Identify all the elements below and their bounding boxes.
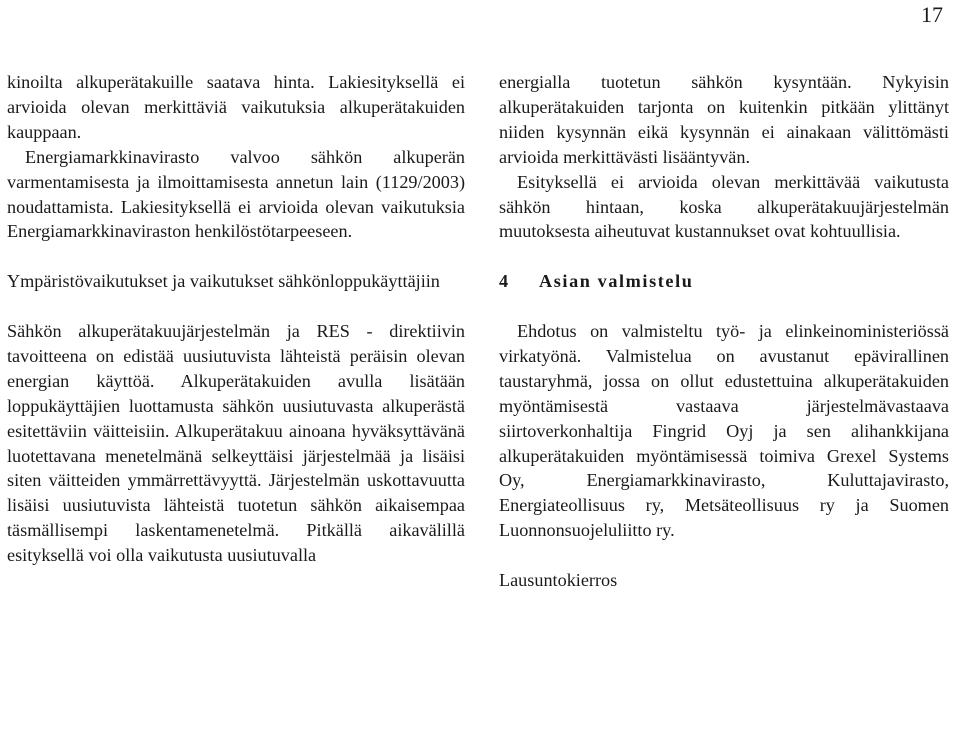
page-number: 17 (921, 2, 943, 27)
paragraph-valmistelu: Ehdotus on valmisteltu työ- ja elinkeinoministeriössä virkatyönä. Valmistelua on avustanut epävirallinen taustaryhmä, jossa on ollut edustettuina alkuperätakuiden myöntämisestä vastaava järjestelmävastaava siirtoverkonhaltija Fingrid Oyj ja sen alihankkijana alkuperätakuiden myöntämisessä toimiva Grexel Systems Oy, Energiamarkkinavirasto, Kuluttajavirasto, Energiateollisuus ry, Metsäteollisuus ry ja Suomen Luonnonsuojeluliitto ry. (499, 321, 949, 541)
subheading-ymparistovaikutukset: Ympäristövaikutukset ja vaikutukset sähkönloppukäyttäjiin (7, 271, 440, 292)
paragraph-energiamarkkinavirasto: Energiamarkkinavirasto valvoo sähkön alkuperän varmentamisesta ja ilmoittamisesta annetun lain (1129/2003) noudattamista. Lakiesityksellä ei arvioida olevan vaikutuksia Energiamarkkinaviraston henkilöstötarpeeseen. (7, 146, 465, 242)
section-number: 4 (499, 271, 509, 292)
section-heading (499, 269, 949, 294)
paragraph-res-direktiivi: Sähkön alkuperätakuujärjestelmän ja RES - direktiivin tavoitteena on edistää uusiutuvista lähteistä peräisin olevan energian käyttöä. Alkuperätakuiden avulla lisätään loppukäyttäjien luottamusta sähkön uusiutuvasta alkuperästä esitettäviin väitteisiin. Alkuperätakuu ainoana hyväksyttävänä luotettavana menetelmänä selkeyttäisi järjestelmää ja lisäisi siten väitteiden ymmärrettävyyttä. Järjestelmän uskottavuutta lisäisi uusiutuvista lähteistä tuotetun sähkön aikaisempaa täsmällisempi laskentamenetelmä. Pitkällä aikavälillä esityksellä voi olla vaikutusta uusiutuvalla (7, 321, 465, 566)
left-column (7, 70, 465, 568)
subheading-lausuntokierros: Lausuntokierros (499, 570, 618, 591)
paragraph-alkuperatakuu-hinta: kinoilta alkuperätakuille saatava hinta. Lakiesityksellä ei arvioida olevan merkittäviä vaikutuksia alkuperätakuiden kauppaan. (7, 72, 465, 142)
right-column (499, 70, 949, 593)
section-title: Asian valmistelu (539, 271, 694, 292)
paragraph-sahkon-hinta: Esityksellä ei arvioida olevan merkittävää vaikutusta sähkön hintaan, koska alkuperätakuujärjestelmän muutoksesta aiheutuvat kustannukset ovat kohtuullisia. (499, 171, 949, 242)
paragraph-kysynta: energialla tuotetun sähkön kysyntään. Nykyisin alkuperätakuiden tarjonta on kuitenkin pitkään ylittänyt niiden kysynnän eikä kysynnän ei ainakaan välittömästi arvioida merkittävästi lisääntyvän. (499, 72, 949, 167)
